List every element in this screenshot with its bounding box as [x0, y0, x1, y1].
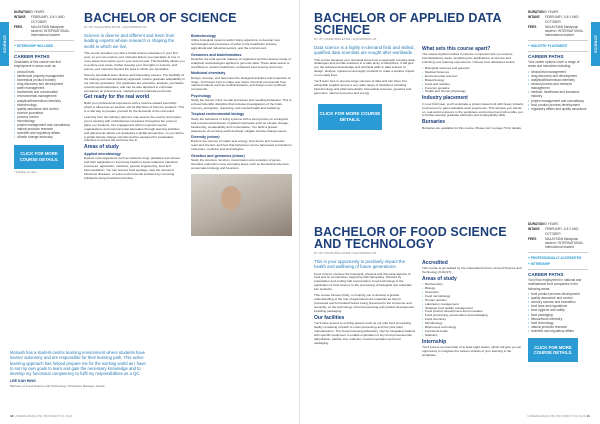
course-intro: This is your opportunity to positively impact the health and wellbeing of future generations. [314, 258, 406, 269]
footer-label: UNDERGRADUATE PROSPECTUS 2024 [14, 414, 73, 418]
career-item: • project management and consultancy [14, 123, 74, 127]
course-bachelor-of-applied-data-science [314, 12, 524, 133]
section-heading: Areas of study [84, 144, 119, 151]
list-item: • Bioprocess technology [422, 326, 524, 330]
course-code: MY CPT (MOHE) BPEL ESTAB • MQA/SPR/BNN LAB [314, 251, 377, 255]
paragraph: This course is accredited by the International Union of Food Science and Technology (IUFoST). [422, 265, 522, 274]
paragraph: Explore the science of matter and energy, how atoms and molecules react and interact, and how that behaviour can be harnessed to transform molecules, medicine and technologies. [191, 139, 292, 152]
list-item: • Environmental sciences [422, 75, 524, 79]
detail-key: INTAKE [528, 15, 540, 20]
feature-tag: + INTERNSHIP INCLUDED [14, 43, 54, 48]
paragraph: Utilise biological systems and/or living organisms to develop new technologies and processes of value to the healthcare industry, agricultural and industrial sectors, and the environment. [191, 38, 280, 51]
list-item: • Health and human physiology [422, 90, 524, 94]
list-item: • Statistics [422, 334, 524, 338]
course-bachelor-of-food-science [314, 226, 524, 360]
career-item: • biomedical product industry [14, 78, 74, 82]
more-course-details-button[interactable]: CLICK FOR MORE COURSE DETAILS. [318, 104, 382, 130]
career-item: • project management and consultancy [528, 99, 588, 103]
divider [14, 40, 74, 41]
career-item: • biotechnology [14, 103, 74, 107]
section-heading: Our facilities [314, 314, 345, 321]
list-item: • Laboratory management [422, 303, 524, 307]
detail-value: FEBRUARY, JULY AND OCTOBER [545, 227, 579, 236]
section-tab: SCIENCE [591, 22, 600, 66]
section-heading: Industry placement [422, 95, 468, 102]
paragraph: Study the behaviour of living systems with a strong focus on ecological and environmental issues of global importance such as climate change, biodiversity, sustainability and conservation. You build a greater awareness of our living earth and help mitigate climate change issues. [191, 116, 289, 133]
course-title: BACHELOR OF SCIENCE [84, 11, 237, 25]
list-item: • Biology [422, 287, 524, 291]
detail-key: DURATION [528, 222, 545, 226]
paragraph: You'll have access to exciting spaces such as our pilot food processing facility consisting of batch to mass processing and four pilot plant manufacturers. The food processing laboratory may be integrated stations with specific equipment to enable exploration of key food processes like dehydration, particle size reduction, heat fermentation and food packaging. [314, 321, 416, 345]
column-2 [422, 259, 524, 361]
list-item: • Food microbiology [422, 295, 524, 299]
paragraph: The unique Applied studies in science component lets you explore interdisciplinary areas, amplifying the applications of science and enriching your learning experiences. Choose from disciplines below: [422, 51, 516, 64]
list-item: • Chemistry [422, 291, 524, 295]
detail-key: INTAKE [528, 227, 540, 232]
column-2 [191, 33, 292, 239]
paragraph: You'll pursue an internship of at least eight weeks, which will give you an opportunity to integrate the various strands of your learning in the workplace. [422, 345, 522, 358]
career-item: • analytical/biomedical chemistry [14, 99, 74, 103]
detail-value: 3 YEARS [545, 222, 559, 226]
section-heading: Internship [422, 338, 447, 345]
right-page [300, 0, 600, 424]
paragraph: In your third year, you'll undertake a project-based unit with heavy industry involvement to gain invaluable work experience. This will give you hands-on, real-world exposure to the workplace environment and will enable you to further develop graduate attributes and employability skills. [422, 101, 524, 118]
career-item: • food product process development [528, 292, 588, 296]
career-item: • climate change advocacy [14, 135, 74, 139]
paragraph: Learning from the industry partners may access the country and region, you're working with multinational companies throughout the years to place our students. Our engagement with non-governmental organisations and environmental advocates through learning activities and placements allows our graduates a global perspective, so you will be a global climate change scientist and be equipped for sustainable practices to protect the world we live in. [84, 114, 184, 143]
list-item: • Food processing, preservation and packaging [422, 314, 524, 318]
detail-value: MALAYSIAN Malaysian student / INTERNATIONAL International student [545, 25, 584, 38]
section-heading: Accredited [422, 259, 448, 266]
paragraph: This course provides you with a broad science education in your first year, so you can explore your interests before you specialise in one or more areas that inspire you in your second year. This flexibility allows you to explore new areas, further develop your strengths in science, and pursue your interests beyond the area in which you specialise. [84, 51, 185, 71]
career-item: • quality assurance and control [14, 107, 74, 111]
detail-row [14, 15, 74, 23]
paragraph: Study the structure, function, transmission and evolution of genes. Genetics underpins many emerging areas such as biomedical sciences, conservation biology and forensics. [191, 157, 290, 170]
course-intro: Science is diverse and different and learn from leading experts whose research is shaping the world in which we live. [84, 32, 175, 49]
detail-key: FEES [528, 25, 537, 30]
testimonial [10, 350, 150, 389]
career-item: • clinical trials [14, 70, 74, 74]
section-heading: Genetics and genomics (minor) [191, 153, 245, 158]
detail-key: DURATION [528, 10, 545, 14]
testimonial-text: Monash has a student-centric learning environment where students have learner autonomy and are responsible for their learning path. This active learning approach has helped prepare me for the working world as I have to set my own goals to learn and gain the necessary knowledge and to develop my functional competency to fulfil my responsibilities as a QC. [10, 350, 146, 377]
career-item: • microbiology [14, 119, 74, 123]
course-code: MY CPT (MOHE) BPEL ESTAB • MQA/SPR/BNN LAB [314, 37, 377, 41]
paragraph: Design, develop, and determine the biological activities and properties of drugs. You'll learn how to make new active chemical compounds from natural products such as medicinal plants, and design novel synthetic compounds. [191, 75, 291, 92]
career-item: • drug discovery and development [528, 74, 588, 78]
career-item: • analytical/biomedical chemistry [528, 78, 588, 82]
bullet-list [422, 283, 524, 338]
career-item: • clinical trial management [528, 70, 588, 74]
detail-row [528, 237, 588, 249]
list-item: • Microbiology [422, 322, 524, 326]
section-heading: Biotechnology [191, 34, 216, 38]
course-title: BACHELOR OF FOOD SCIENCE AND TECHNOLOGY [314, 225, 507, 251]
course-info-sidebar-data-science [528, 10, 588, 111]
list-item: • Biological sciences and genetics [422, 67, 524, 71]
list-item: • Food product development and innovation [422, 310, 524, 314]
detail-value: FEBRUARY, JULY AND OCTOBER [31, 15, 65, 24]
course-intro: Data science is a highly in-demand field and skilled, qualified data scientists are sought after worldwide. [314, 44, 415, 55]
page-number: 41 [586, 414, 590, 418]
divider [528, 40, 588, 41]
bullet-list [422, 67, 524, 94]
career-item: • regulatory affairs and quality assurance [528, 107, 588, 111]
course-info-sidebar-food-science [528, 222, 588, 362]
list-item: • Food and nutrition [422, 83, 524, 87]
detail-value: 3 YEARS [545, 10, 559, 14]
detail-row [528, 222, 588, 226]
career-item: • food hygiene and safety [528, 308, 588, 312]
column-2 [422, 45, 524, 134]
detail-row [14, 10, 74, 14]
career-item: • food technology [528, 321, 588, 325]
feature-tag: + PROFESSIONALLY ACCREDITED [528, 255, 582, 260]
career-item: • science journalism [14, 111, 74, 115]
footnote: * Including an intern [14, 170, 37, 174]
detail-value: FEBRUARY, JULY AND OCTOBER [545, 15, 579, 24]
section-heading: What sets this course apart? [422, 45, 491, 52]
career-item: • medical, healthcare and insurance industry [528, 90, 588, 98]
section-heading: Tropical environmental biology [191, 112, 245, 117]
career-paths-intro: You'll find employment in national and multinational food companies in the following areas: [528, 278, 582, 291]
career-item: • water management [14, 86, 74, 90]
paragraph: This course develops your technical know-how to approach complex data challenges and provide solutions in a wide array of disciplines. It will give you the advanced knowledge and technical skills in data science to design, analyse, implement and apply methods to make a positive impact on our daily lives. [314, 57, 415, 78]
section-heading: Get ready for the real world [84, 94, 150, 101]
career-item: • drug discovery and development [14, 82, 74, 86]
detail-key: INTAKE [14, 15, 26, 20]
career-paths-heading: CAREER PATHS [528, 53, 564, 59]
section-heading: Diversity (minor) [191, 134, 220, 139]
detail-key: FEES [528, 237, 537, 242]
list-item: • Biochemistry [422, 283, 524, 287]
column-1 [84, 33, 185, 239]
section-heading: Bursaries [422, 119, 446, 126]
career-paths-heading: CAREER PATHS [528, 271, 564, 277]
detail-key: DURATION [14, 10, 31, 14]
paragraph: Food science involves the biological, physical and chemical aspects of food and its composition, beginning with harvesting, followed by preparation and ending with consumption. Food technology is the application of food science to the processing of biological raw materials, into products. [314, 271, 413, 292]
page-number: 40 [10, 414, 14, 418]
career-paths-heading: CAREER PATHS [14, 53, 50, 59]
career-item: • food laws and regulations [528, 304, 588, 308]
list-item: • Food chemistry [422, 318, 524, 322]
detail-row [528, 10, 588, 14]
section-heading: Medicinal chemistry [191, 71, 226, 76]
career-list [528, 292, 588, 333]
career-paths-intro: Your career options cover a range of areas and industries including: [528, 60, 580, 69]
divider [528, 252, 588, 253]
detail-value: MALAYSIAN Malaysian student / INTERNATIONAL International student [545, 237, 584, 250]
divider [14, 51, 74, 52]
column-1 [314, 45, 416, 134]
detail-row [14, 25, 74, 37]
testimonial-role: Bachelor of Food Science and Technology, Production Manager, Nestlé [10, 383, 105, 388]
paragraph: You'll learn how to process large volumes of data and turn them into actionable insights across a very wide range of disciplines including biotechnology and pharmaceuticals, biomedical sciences, genetics and genomics, natural resources and energy. [314, 79, 412, 96]
paragraph: Bursaries are available for this course. Please turn to page 70 for details. [422, 125, 522, 130]
detail-row [528, 25, 588, 37]
student-photo [191, 174, 292, 236]
paragraph: This course focuses firstly, on helping you to develop a greater understanding of the role of agricultural raw materials as they're processed and formulated before being presented to the consumer and, secondly, on the technology of food processing and product development, including packaging. [314, 293, 415, 314]
course-code: MY CPT (MOHE) BPEL ESTAB • MQA/SPR/BNN LAB [84, 25, 147, 29]
career-item: • flavour/food chemistry [528, 317, 588, 321]
career-item: • biodiversity and conservation [14, 90, 74, 94]
detail-key: FEES [14, 25, 23, 30]
course-info-sidebar [14, 10, 74, 175]
divider [528, 51, 588, 52]
list-item: • Human nutrition [422, 299, 524, 303]
page-footer [527, 414, 590, 418]
paragraph: Decipher the total genetic makeup of organisms and the diverse range of analytical methodologies applied to genomic data. These allow teams to contribute to modern healthcare, enhanced food security and more. [191, 57, 291, 69]
list-item: • Strategic food quality management [422, 307, 524, 311]
more-course-details-button[interactable]: CLICK FOR MORE COURSE DETAILS. [14, 145, 64, 169]
detail-row [528, 227, 588, 235]
career-item: • intellectual property management [14, 74, 74, 78]
list-item: • Medical Sciences [422, 71, 524, 75]
section-tab: SCIENCE [0, 22, 9, 66]
more-course-details-button[interactable]: CLICK FOR MORE COURSE DETAILS. [528, 338, 578, 362]
career-item: • sensory science and evaluation [528, 300, 588, 304]
paragraph: Science specialists learn diverse and interesting careers. The flexibility of the training and interdisciplinary approach nurture graduate adaptability in our science graduates. Our graduates are scientists, analysts, journalists, environmental advocates, and can be also attracted to corporate companies as procurement, marketing and corporate personnel. [84, 72, 185, 93]
career-list [528, 70, 588, 111]
feature-tag: + INTERNSHIP [528, 262, 551, 267]
detail-row [528, 15, 588, 23]
detail-value: MALAYSIAN Malaysian student / INTERNATIONAL International student [31, 25, 70, 38]
career-item: • quality assurance and control [528, 296, 588, 300]
list-item: • Biotechnology [422, 79, 524, 83]
footer-label: UNDERGRADUATE PROSPECTUS 2024 [527, 414, 586, 418]
column-1 [314, 259, 416, 361]
section-heading: Psychology [191, 93, 212, 98]
career-item: • natural products research [528, 325, 588, 329]
page-footer [10, 414, 73, 418]
list-item: • Functional foods [422, 330, 524, 334]
career-item: • scientific and regulatory affairs [14, 131, 74, 135]
career-item: • process control [14, 115, 74, 119]
paragraph: Build your professional experience with a science-related internship which is offered as an elective unit for Bachelor of Science students. This is a real way to prepare yourself for the demands of the real world. [84, 100, 184, 113]
section-heading: Genomics and bioinformatics [191, 52, 242, 57]
career-item: • food packaging [528, 313, 588, 317]
career-item: • clinical process and research management [528, 82, 588, 90]
career-item: • environmental management [14, 94, 74, 98]
divider [528, 269, 588, 270]
course-bachelor-of-science [84, 12, 292, 239]
list-item: • Forensic genetics [422, 87, 524, 91]
career-list [14, 70, 74, 140]
paragraph: Explore microorganisms such as bacteria, fungi, parasites and viruses, and their application in improving health in areas related to industrial processes, agriculture, medicine, genetic engineering, food and bioremediation. You can prevent food spoilage, stop the spread of infectious diseases, or solve environmental problems by removing pollutants using beneficial microbes. [84, 156, 181, 180]
testimonial-name: LEE KAH HING [10, 379, 36, 384]
career-item: • natural products research [14, 127, 74, 131]
course-title: BACHELOR OF APPLIED DATA SCIENCE [314, 11, 502, 37]
career-item: • scientific and regulatory affairs [528, 329, 588, 333]
section-heading: Applied microbiology [84, 151, 121, 156]
career-item: • food product process development [528, 103, 588, 107]
paragraph: Study the human mind, mental processes and resulting behaviour. This is a broad scientific discipline that includes investigations of the brain, memory, perception, reasoning, and mental health and wellbeing. [191, 98, 292, 110]
career-paths-intro: Graduates of this course can find employment in areas such as: [14, 60, 61, 69]
section-heading: Areas of study [422, 275, 457, 282]
detail-value: 3 YEARS [31, 10, 45, 14]
feature-tag: + INDUSTRY PLACEMENT [528, 43, 568, 48]
